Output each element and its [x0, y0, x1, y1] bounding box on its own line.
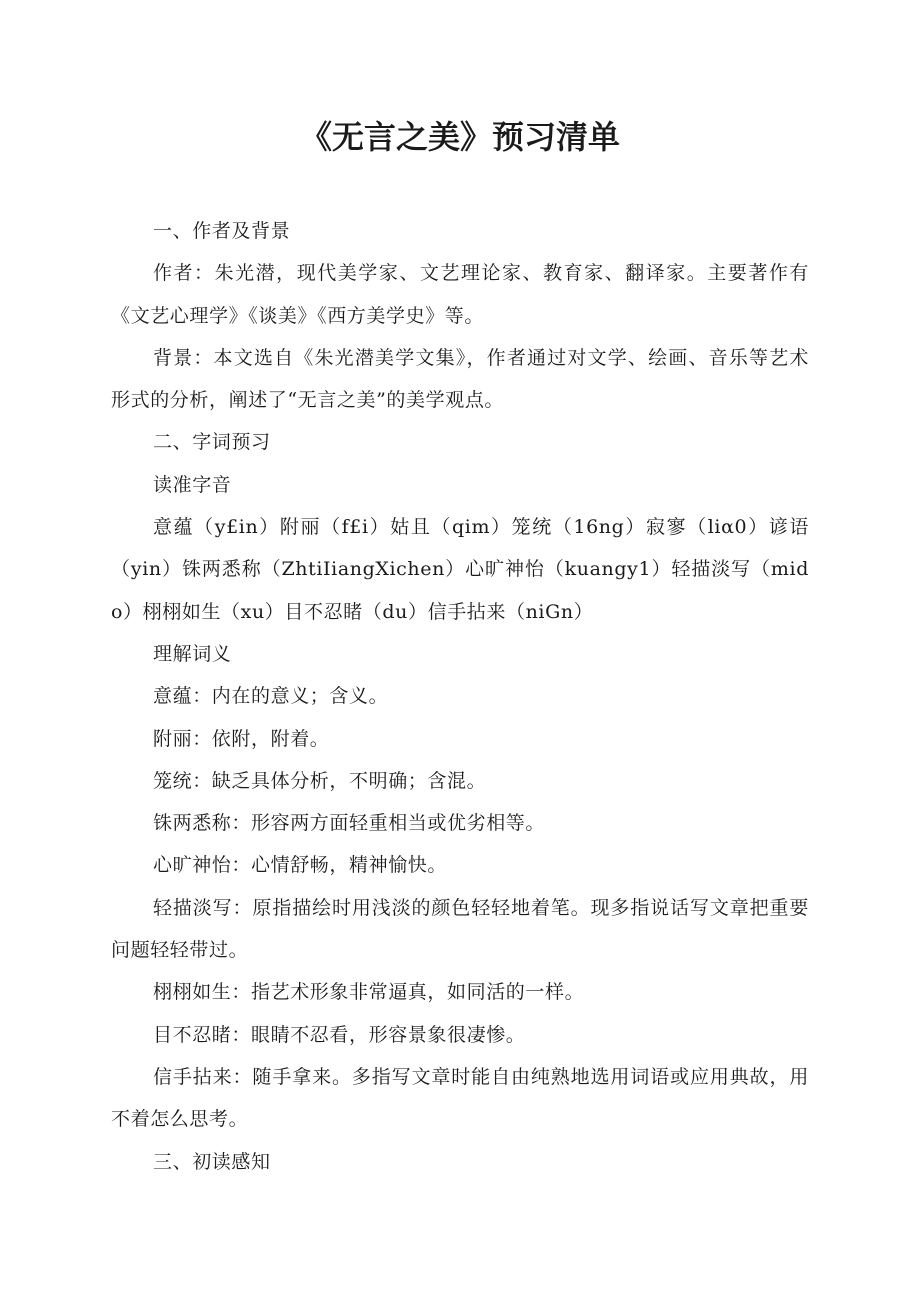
- definition-item: 信手拈来：随手拿来。多指写文章时能自由纯熟地选用词语或应用典故，用不着怎么思考。: [111, 1065, 809, 1131]
- definition-item: 附丽：依附，附着。: [153, 727, 330, 750]
- definition-item: 铢两悉称：形容两方面轻重相当或优劣相等。: [153, 812, 546, 835]
- heading-word-preview: 二、字词预习: [153, 431, 271, 454]
- document-body: [111, 210, 809, 1183]
- heading-first-reading: 三、初读感知: [153, 1150, 271, 1173]
- definition-item: 目不忍睹：眼睛不忍看，形容景象很凄惨。: [153, 1023, 526, 1046]
- definition-item: 轻描淡写：原指描绘时用浅淡的颜色轻轻地着笔。现多指说话写文章把重要问题轻轻带过。: [111, 896, 809, 962]
- paragraph-author: 作者：朱光潜，现代美学家、文艺理论家、教育家、翻译家。主要著作有《文艺心理学》《谈美》《西方美学史》等。: [111, 262, 809, 327]
- subheading-word-meaning: 理解词义: [153, 642, 232, 665]
- paragraph-pronunciation-list: 意蕴（y£in）附丽（f£i）姑且（qim）笼统（16ng）寂寥（liα0）谚语（yin）铢两悉称（ZhtiIiangXichen）心旷神怡（kuangy1）轻描淡写（mido）栩栩如生（xu）目不忍睹（du）信手拈来（niGn）: [111, 516, 809, 623]
- heading-author-background: 一、作者及背景: [153, 220, 291, 242]
- definition-item: 心旷神怡：心情舒畅，精神愉快。: [153, 854, 448, 877]
- definition-item: 意蕴：内在的意义；含义。: [153, 685, 389, 708]
- subheading-pronunciation: 读准字音: [153, 473, 232, 496]
- document-title: 《无言之美》预习清单: [299, 118, 620, 156]
- paragraph-background: 背景：本文选自《朱光潜美学文集》，作者通过对文学、绘画、音乐等艺术形式的分析，阐述了“无言之美”的美学观点。: [111, 346, 809, 412]
- definition-item: 栩栩如生：指艺术形象非常逼真，如同活的一样。: [153, 981, 585, 1004]
- definition-item: 笼统：缺乏具体分析，不明确；含混。: [153, 769, 487, 792]
